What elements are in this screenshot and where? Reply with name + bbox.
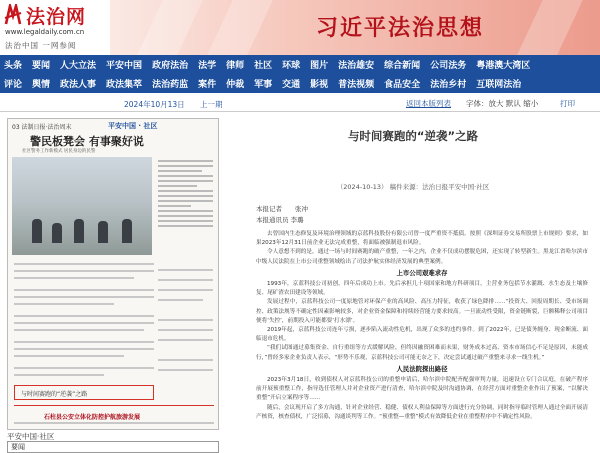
thumbnail-photo[interactable]: [12, 157, 152, 255]
issue-date: 2024年10月13日: [124, 100, 185, 109]
nav-item[interactable]: 综合新闻: [384, 61, 421, 71]
nav-row-1: [4, 55, 540, 74]
nav-item[interactable]: 人大立法: [60, 61, 97, 71]
article-paragraph: “我们试图通过募集资金、自行重组等方式缓解风险，但终因融资困难而未果，财务成本过高、资本市场信心不足是原因，未能成行，”曾经多家企业负责人表示，“形势不乐观，京蓝科技公司可能无奈之下，决定尝试通过破产重整来寻求一线生机。”: [256, 345, 588, 361]
nav-item[interactable]: 评论: [4, 80, 23, 90]
article-subtitle: 人民法院探出路径: [396, 364, 448, 373]
nav-item[interactable]: 头条: [4, 61, 23, 71]
thumbnail-subline: 社区警务工作新模式 居民身边的民警: [22, 149, 96, 154]
nav-item[interactable]: 政府法治: [152, 61, 189, 71]
nav-item[interactable]: 法治药监: [152, 80, 189, 90]
logo-icon: [4, 4, 22, 26]
nav-item[interactable]: 平安中国: [106, 61, 143, 71]
nav-item[interactable]: 要闻: [32, 61, 51, 71]
thumbnail-highlighted-article[interactable]: [14, 385, 154, 400]
article-paragraph: 随后，会议现开启了多方沟通，针对企业经营、稳健、债权人利益保障等方面进行充分协调，同时指导临时管理人通过全面开展清产核资，核查债权，广泛招募，沟通谈判等工作。“预重整—重整”模式有效降低企业在重整程序中不确定性风险。: [256, 404, 588, 420]
reporter-line: 本报通讯员 李璐: [256, 216, 304, 224]
nav-item[interactable]: 社区: [254, 61, 273, 71]
site-url: www.legaldaily.com.cn: [5, 28, 85, 36]
site-logo-text[interactable]: 法治网: [26, 6, 87, 28]
nav-item[interactable]: 法学: [198, 61, 217, 71]
nav-item[interactable]: 图片: [310, 61, 329, 71]
nav-item[interactable]: 军事: [254, 80, 273, 90]
nav-item[interactable]: 政法集萃: [106, 80, 143, 90]
nav-item[interactable]: 案件: [198, 80, 217, 90]
nav-item[interactable]: 公司法务: [430, 61, 467, 71]
article-body: [256, 230, 588, 422]
article-paragraph: 2019年起，京蓝科技公司连年亏损，逐步陷入流动性危机，出现了众多的违约事件。到了2022年，已是债务缠身、现金断流、面临退市危机。: [256, 327, 588, 343]
prev-issue-link[interactable]: 上一期: [200, 100, 223, 109]
thumbnail-bottom-title[interactable]: 石柱县公安立体化防控护航旅游发展: [44, 414, 141, 421]
article-paragraph: 1993年，京蓝科技公司初创，四年后成功上市。先后承担几十项国家和地方科研项目，主营业务包括节水灌溉、水生态及土壤修复、尾矿渣农田建设等领域。: [256, 281, 588, 297]
nav-item[interactable]: 舆情: [32, 80, 51, 90]
site-header: [0, 0, 600, 55]
nav-item[interactable]: 法治乡村: [430, 80, 467, 90]
nav-item[interactable]: 影视: [310, 80, 329, 90]
thumbnail-brand: 平安中国 · 社区: [108, 122, 158, 130]
nav-item[interactable]: 法治雄安: [338, 61, 375, 71]
page-thumbnail[interactable]: [7, 118, 219, 430]
nav-item[interactable]: 互联网法治: [476, 80, 522, 90]
nav-row-2: [4, 74, 531, 93]
article-paragraph: 2023年3月18日，收到债权人对京蓝科技公司的重整申请后，哈尔滨中院配齐配强审判力量，迅速设立专门合议庭，在破产程序前开展预重整工作，指导选任管理人并对企业资产进行清查，哈尔滨中院及时沟通协调，在经营方面对重整企业作出了预案，“以解决重整”开启立案程序等……: [256, 377, 588, 402]
article-subtitle: 上市公司艰难求存: [396, 268, 448, 277]
nav-item[interactable]: 普法视频: [338, 80, 375, 90]
article-paragraph: 发展过程中，京蓝科技公司一度原地管对环保产业的高风险、高压力特征，收获了绿色降排……“投资大、回报周期长、受市场调控、政策法规等不确定性因素影响较多，对企业资金保障和持续经营能力要求较高。一旦流动性受限，资金链断裂，巨额稀释公司项目便将‘失控’，前期投入可能都要‘打水漂’。: [256, 299, 588, 324]
thumbnail-highlight-title: 与时间赛跑的“逆袭”之路: [21, 391, 88, 398]
font-size-controls[interactable]: 字体：放大 默认 缩小: [466, 99, 539, 108]
thumbnail-headline[interactable]: 警民板凳会 有事聚好说: [30, 135, 144, 148]
section-select[interactable]: 要闻: [7, 441, 219, 453]
main-nav: [0, 55, 600, 93]
nav-item[interactable]: 仲裁: [226, 80, 245, 90]
nav-item[interactable]: 律师: [226, 61, 245, 71]
article-paragraph: 令人意想不到的是，通过一场与时间赛跑的破产重整，一年之内，企业不仅成功摆脱危困，还实现了转型新生。黑龙江省哈尔滨市中级人民法院在上市公司重整领域绘出了司法护航实体经济发展的典型案例。: [256, 249, 588, 265]
back-to-list-link[interactable]: 返回本版列表: [406, 99, 451, 108]
nav-item[interactable]: 环球: [282, 61, 301, 71]
article-meta: （2024-10-13） 稿件来源：法治日报平安中国·社区: [336, 183, 490, 191]
reporter-line: 本报记者 张冲: [256, 205, 308, 213]
nav-item[interactable]: 食品安全: [384, 80, 421, 90]
issue-toolbar: [0, 95, 600, 111]
article-reporters: [256, 204, 308, 226]
thumbnail-text-column: [158, 157, 213, 257]
thumbnail-page-header: 03 法制日报·法治周末: [12, 124, 72, 131]
nav-item[interactable]: 交通: [282, 80, 301, 90]
print-link[interactable]: 打印: [560, 99, 575, 108]
section-label: 平安中国·社区: [7, 432, 55, 441]
nav-item[interactable]: 粤港澳大湾区: [476, 61, 531, 71]
article-title: 与时间赛跑的“逆袭”之路: [347, 129, 479, 143]
site-slogan: 法治中国 一网参阅: [5, 41, 77, 50]
banner-title: 习近平法治思想: [316, 15, 485, 41]
header-banner[interactable]: [110, 0, 600, 55]
article: [226, 112, 600, 443]
nav-item[interactable]: 政法人事: [60, 80, 97, 90]
article-paragraph: 去曾国内生态修复及环境治理领域的京蓝科技股份有限公司曾一度严重资不抵债。按照《深圳证券交易所股票上市规则》要求，如果2023年12月31日前企业无法完成重整，将面临被强制退市风险。: [256, 231, 588, 247]
